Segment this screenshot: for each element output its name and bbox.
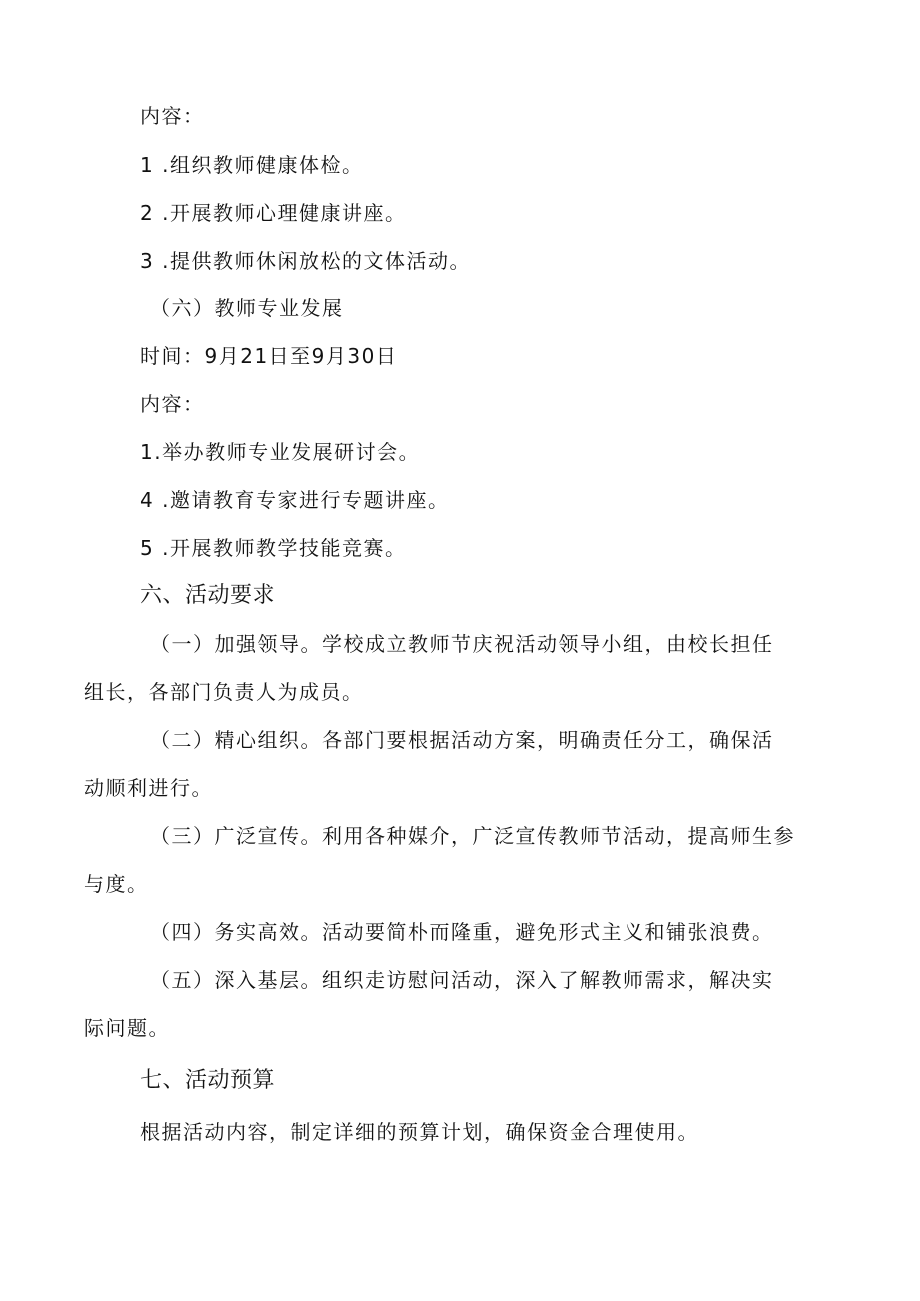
paragraph-line: （二）精心组织。各部门要根据活动方案，明确责任分工，确保活 [150, 728, 774, 752]
paragraph-line: 组长，各部门负责人为成员。 [84, 680, 364, 704]
list-item: 3 .提供教师休闲放松的文体活动。 [140, 249, 471, 273]
paragraph-line: 际问题。 [84, 1016, 170, 1040]
list-item: 1 .组织教师健康体检。 [140, 153, 364, 177]
section-heading: 七、活动预算 [140, 1068, 276, 1093]
list-item: 2 .开展教师心理健康讲座。 [140, 201, 407, 225]
paragraph-line: 动顺利进行。 [84, 776, 213, 800]
paragraph-line: （三）广泛宣传。利用各种媒介，广泛宣传教师节活动，提高师生参 [150, 824, 795, 848]
content-label: 内容： [140, 104, 205, 128]
paragraph-line: （五）深入基层。组织走访慰问活动，深入了解教师需求，解决实 [150, 968, 774, 992]
time-range: 时间：9月21日至9月30日 [140, 344, 398, 368]
section-heading: 六、活动要求 [140, 583, 276, 608]
list-item: 1.举办教师专业发展研讨会。 [140, 440, 421, 464]
paragraph-line: 与度。 [84, 872, 149, 896]
paragraph-line: （四）务实高效。活动要简朴而隆重，避免形式主义和铺张浪费。 [150, 920, 774, 944]
subsection-title: （六）教师专业发展 [150, 296, 344, 320]
content-label: 内容： [140, 392, 205, 416]
list-item: 5 .开展教师教学技能竞赛。 [140, 536, 407, 560]
paragraph-line: 根据活动内容，制定详细的预算计划，确保资金合理使用。 [140, 1120, 699, 1144]
list-item: 4 .邀请教育专家进行专题讲座。 [140, 488, 450, 512]
paragraph-line: （一）加强领导。学校成立教师节庆祝活动领导小组，由校长担任 [150, 632, 774, 656]
